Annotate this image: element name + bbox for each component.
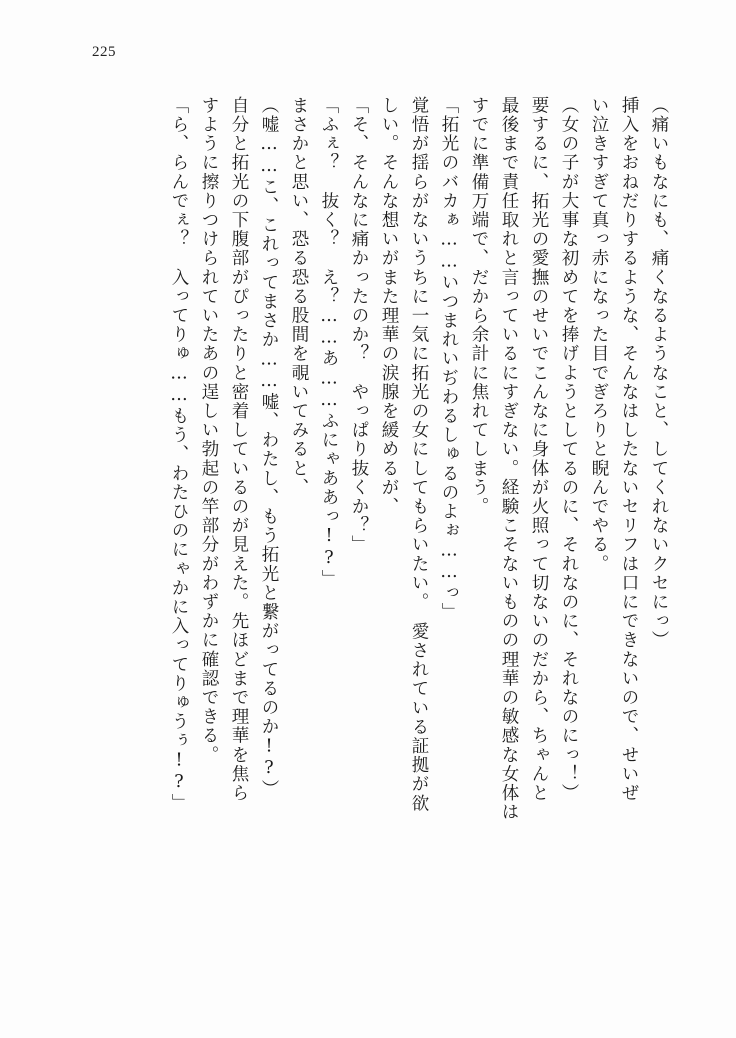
- text-line: 覚悟が揺らがないうちに一気に拓光の女にしてもらいたい。 愛されている証拠が欲: [409, 96, 429, 814]
- text-line: すでに準備万端で、だから余計に焦れてしまう。: [469, 96, 489, 517]
- text-line: 最後まで責任取れと言っているにすぎない。経験こそないものの理華の敏感な女体は: [499, 96, 519, 822]
- text-line: い泣きすぎて真っ赤になった目でぎろりと睨んでやる。: [589, 96, 609, 574]
- text-line: 挿入をおねだりするような、そんなはしたないセリフは口にできないので、せいぜ: [619, 96, 639, 803]
- text-line: 「ら、らんでぇ？ 入ってりゅ……もう、わたひのにゃかに入ってりゅうぅ!?」: [169, 96, 189, 813]
- text-line: 自分と拓光の下腹部がぴったりと密着しているのが見えた。先ほどまで理華を焦ら: [229, 96, 249, 803]
- text-line: しい。そんな想いがまた理華の涙腺を緩めるが、: [379, 96, 399, 517]
- vertical-text-body: [62, 96, 674, 958]
- text-line: 「拓光のバカぁ……いつまれいぢわるしゅるのよぉ……っ」: [439, 96, 459, 622]
- text-line: 「そ、そんなに痛かったのか？ やっぱり抜くか？」: [349, 96, 369, 555]
- text-line: すように擦りつけられていたあの逞しい勃起の竿部分がわずかに確認できる。: [199, 96, 219, 765]
- text-line: （女の子が大事な初めてを捧げようとしてるのに、それなのに、それなのにっ！）: [559, 96, 579, 803]
- text-line: （嘘……こ、これってまさか……嘘、わたし、もう拓光と繋がってるのか!?）: [259, 96, 279, 799]
- text-line: まさかと思い、恐る恐る股間を覗いてみると、: [289, 96, 309, 498]
- text-line: （痛いもなにも、痛くなるようなこと、してくれないクセにっ）: [649, 96, 669, 650]
- page-number: 225: [92, 44, 116, 60]
- text-line: 要するに、拓光の愛撫のせいでこんなに身体が火照って切ないのだから、ちゃんと: [529, 96, 549, 803]
- text-line: 「ふぇ？ 抜く？ え？……あ……ふにゃああっ!?」: [319, 96, 339, 589]
